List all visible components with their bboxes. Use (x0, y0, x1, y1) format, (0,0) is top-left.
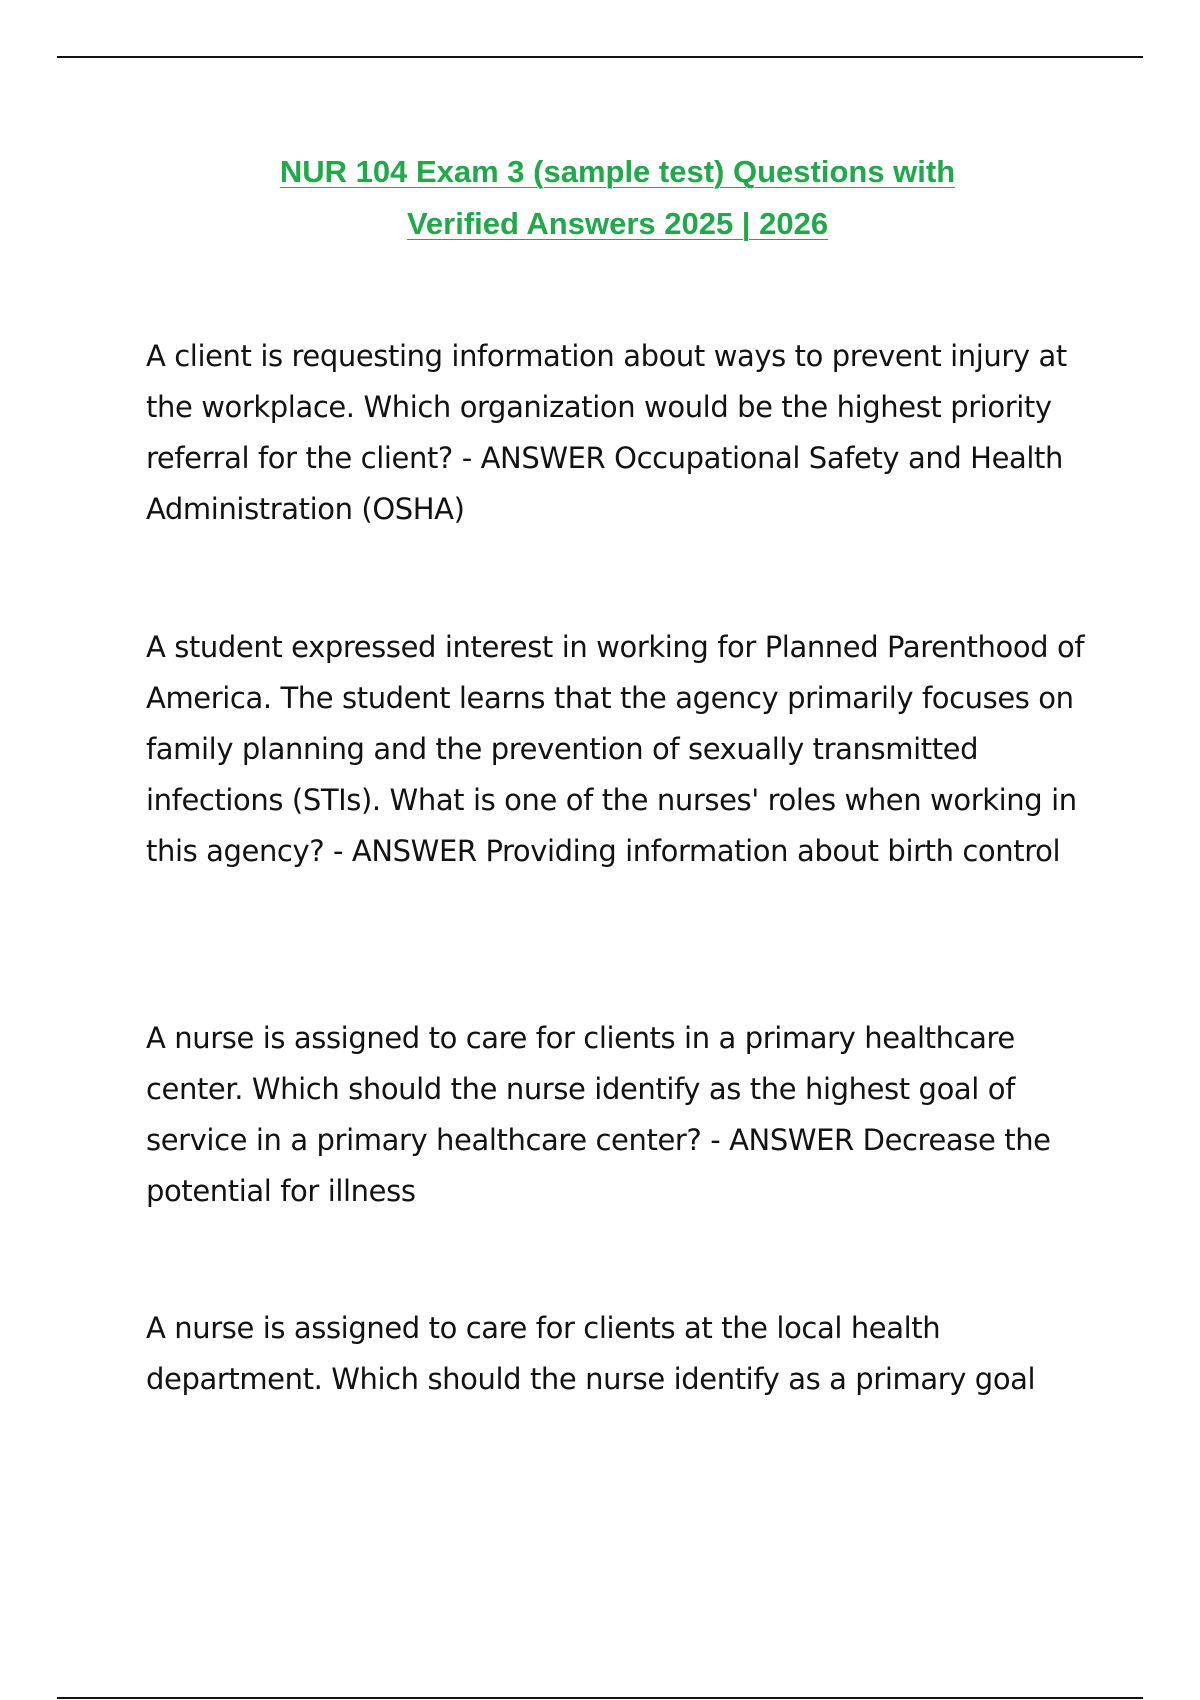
document-title (150, 146, 1085, 250)
answer-text: Occupational Safety and Health Administration (OSHA) (146, 441, 1063, 526)
answer-separator: - ANSWER (701, 1123, 863, 1157)
question-text: A nurse is assigned to care for clients at the local health department. Which should the nurse identify as a primary goal (146, 1311, 1036, 1396)
question-text: A nurse is assigned to care for clients in a primary healthcare center. Which should the nurse identify as the highest goal of service in a primary healthcare center? (146, 1021, 1015, 1157)
top-rule (57, 56, 1143, 58)
qa-item (146, 331, 1091, 535)
answer-text: Providing information about birth control (485, 834, 1061, 868)
title-line-2: Verified Answers 2025 | 2026 (406, 206, 829, 241)
answer-text: Decrease the potential for illness (146, 1123, 1051, 1208)
qa-item (146, 1013, 1091, 1217)
bottom-rule (57, 1697, 1143, 1699)
question-text: A client is requesting information about ways to prevent injury at the workplace. Which organization would be the highest priority referral for the client? (146, 339, 1067, 475)
answer-separator: - ANSWER (324, 834, 486, 868)
title-line-1: NUR 104 Exam 3 (sample test) Questions with (279, 154, 956, 189)
qa-item (146, 1303, 1091, 1405)
answer-separator: - ANSWER (452, 441, 615, 475)
question-text: A student expressed interest in working for Planned Parenthood of America. The student learns that the agency primarily focuses on family planning and the prevention of sexually transmitted infections (STIs). What is one of the nurses' roles when working in this agency? (146, 630, 1085, 868)
qa-item (146, 622, 1091, 877)
